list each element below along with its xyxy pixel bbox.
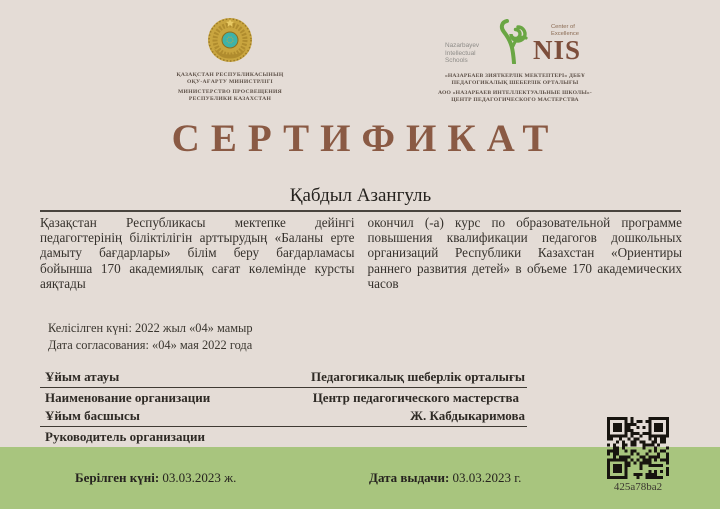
body-text-russian: окончил (-а) курс по образовательной программе повышения квалификации педагогов дошкольных организаций Республики Казахстан «Ориентиры раннего развития детей» в объеме 170 академических часов bbox=[367, 215, 682, 291]
organization-label-kazakh: Ұйым атауы bbox=[45, 369, 120, 384]
ministry-text bbox=[152, 72, 308, 103]
qr-pattern bbox=[607, 417, 669, 479]
nis-top-caption: Center of Excellence bbox=[551, 24, 580, 37]
agreement-date-russian: Дата согласования: «04» мая 2022 года bbox=[48, 337, 253, 352]
nis-wordmark bbox=[533, 24, 585, 63]
organization-value-kazakh: Педагогикалық шеберлік орталығы bbox=[311, 369, 525, 384]
organization-label-russian: Наименование организации bbox=[45, 390, 211, 405]
agreement-dates bbox=[48, 320, 253, 353]
nis-logo-block bbox=[420, 18, 610, 104]
head-of-org-signature-name: Ж. Кабдыкаримова bbox=[410, 408, 525, 423]
organization-field-top bbox=[40, 369, 527, 388]
head-of-org-label-kazakh: Ұйым басшысы bbox=[45, 408, 140, 423]
ministry-line: РЕСПУБЛИКИ КАЗАХСТАН bbox=[188, 96, 272, 102]
issue-date-label-russian: Дата выдачи: bbox=[369, 470, 450, 485]
kazakhstan-coat-of-arms-icon bbox=[206, 16, 254, 69]
issue-date-value-kazakh: 03.03.2023 ж. bbox=[162, 470, 237, 485]
ministry-line: ОҚУ-АҒАРТУ МИНИСТРЛІГІ bbox=[186, 79, 274, 85]
certificate-title: СЕРТИФИКАТ bbox=[171, 117, 560, 160]
organization-field bbox=[40, 369, 527, 406]
issue-date-kazakh bbox=[75, 470, 236, 486]
nis-org-line: ЦЕНТР ПЕДАГОГИЧЕСКОГО МАСТЕРСТВА bbox=[451, 97, 579, 103]
qr-pattern-svg bbox=[607, 417, 669, 479]
head-of-org-field-bottom bbox=[40, 427, 527, 445]
issue-date-label-kazakh: Берілген күні: bbox=[75, 470, 160, 485]
qr-code-text: 425a78ba2 bbox=[613, 481, 663, 493]
agreement-date-kazakh: Келісілген күні: 2022 жыл «04» мамыр bbox=[48, 321, 253, 335]
nis-org-line: ПЕДАГОГИКАЛЫҚ ШЕБЕРЛІК ОРТАЛЫҒЫ bbox=[451, 80, 579, 86]
nis-org-line: АОО «НАЗАРБАЕВ ИНТЕЛЛЕКТУАЛЬНЫЕ ШКОЛЫ»- bbox=[438, 90, 592, 96]
head-of-org-field-top bbox=[40, 408, 527, 427]
nis-org-line: «НАЗАРБАЕВ ЗИЯТКЕРЛІК МЕКТЕПТЕРІ» ДББҰ bbox=[444, 73, 586, 79]
issue-date-value-russian: 03.03.2023 г. bbox=[452, 470, 522, 485]
ministry-line: ҚАЗАҚСТАН РЕСПУБЛИКАСЫНЫҢ bbox=[176, 72, 284, 78]
organization-field-bottom bbox=[40, 388, 527, 406]
body-text-kazakh: Қазақстан Республикасы мектепке дейінгі педагогтерінің біліктілігін арттырудың «Баланы ерте дамыту бағдарлары» білім беру бағдарламасы бойынша 170 академиялық сағат көлемінде курсты аяқтады bbox=[40, 215, 355, 291]
certificate-body bbox=[40, 215, 682, 291]
recipient-name: Қабдыл Азангуль bbox=[40, 185, 681, 212]
issue-date-russian bbox=[369, 470, 521, 486]
ministry-line: МИНИСТЕРСТВО ПРОСВЕЩЕНИЯ bbox=[177, 89, 283, 95]
nis-brand-text: NIS bbox=[533, 35, 582, 65]
organization-value-russian: Центр педагогического мастерства bbox=[312, 390, 519, 405]
qr-code bbox=[607, 417, 669, 479]
ministry-logo-block bbox=[152, 16, 308, 103]
nis-org-text bbox=[420, 73, 610, 104]
nis-side-caption: Nazarbayev Intellectual Schools bbox=[445, 42, 480, 64]
head-of-org-field bbox=[40, 408, 527, 445]
nis-tree-icon bbox=[492, 18, 532, 69]
nis-logo-top bbox=[420, 18, 610, 69]
head-of-org-label-russian: Руководитель организации bbox=[45, 429, 205, 444]
